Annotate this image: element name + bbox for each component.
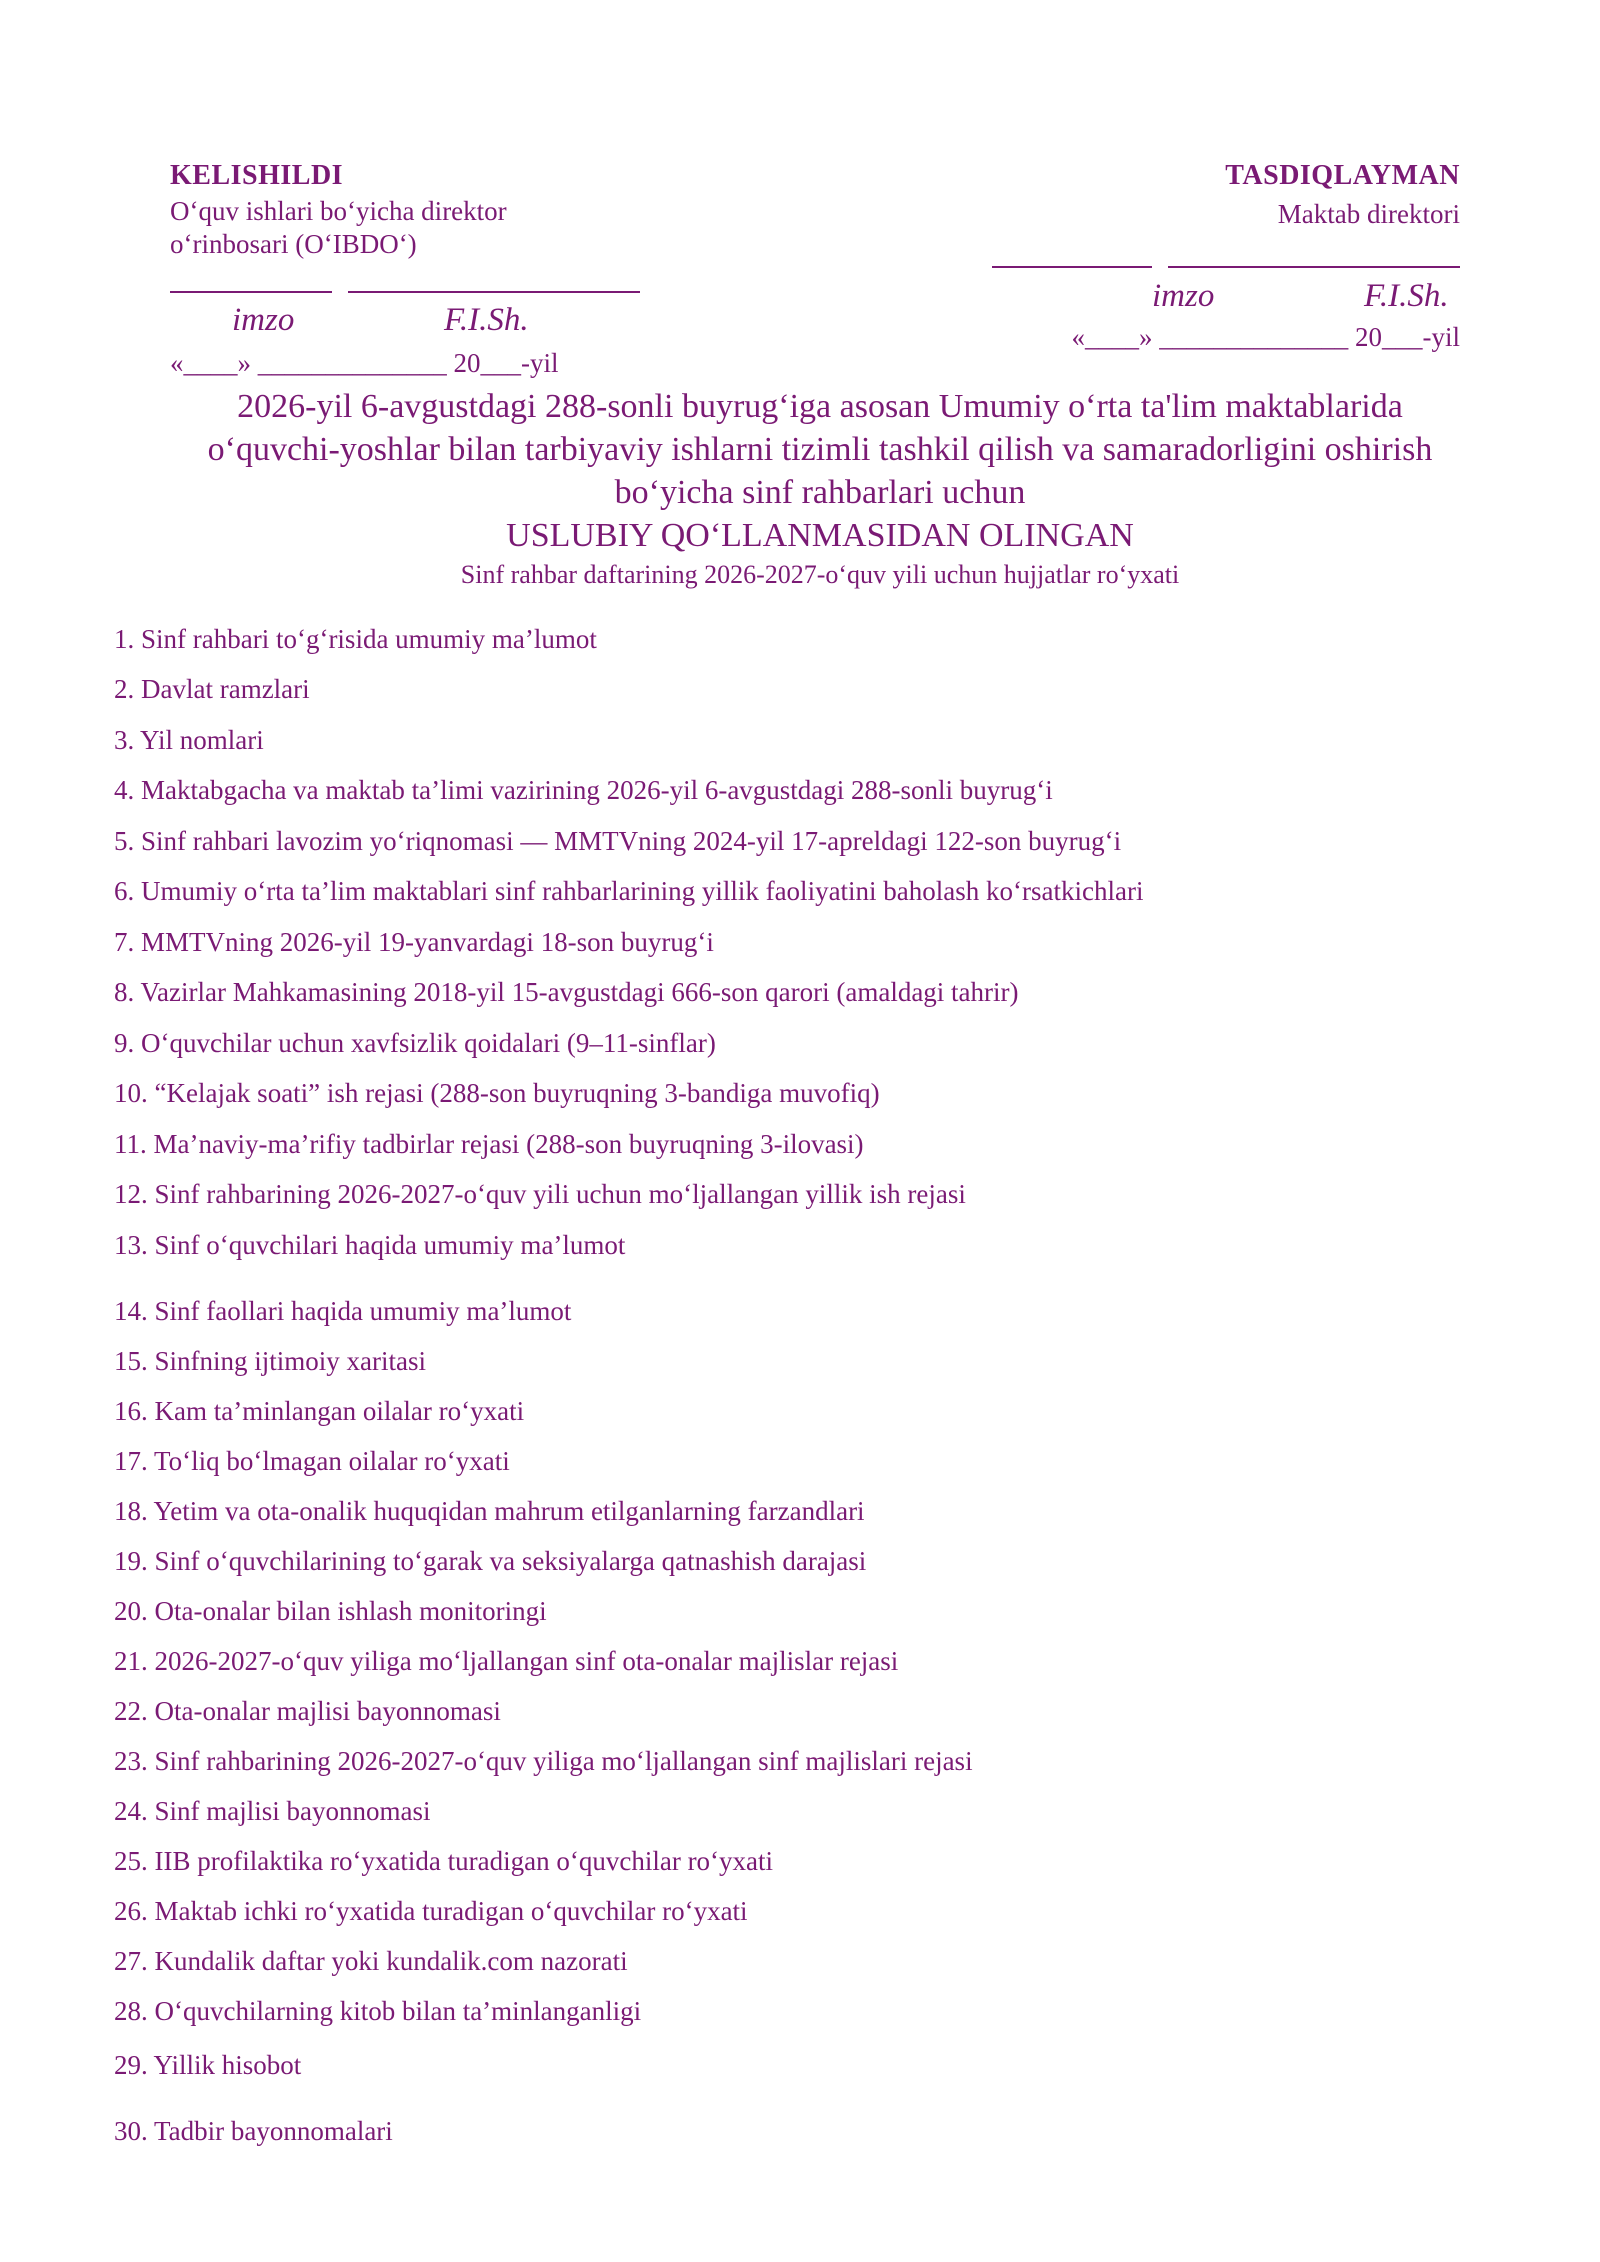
left-name-label: F.I.Sh.: [444, 302, 529, 338]
list-item: 3. Yil nomlari: [114, 725, 264, 755]
left-date-line: «____» ______________ 20___-yil: [170, 348, 559, 378]
list-item: 9. O‘quvchilar uchun xavfsizlik qoidalari (9–11-sinflar): [114, 1028, 716, 1058]
right-sign-label: imzo: [1152, 278, 1215, 314]
list-item: 17. To‘liq bo‘lmagan oilalar ro‘yxati: [114, 1446, 510, 1476]
list-item: 19. Sinf o‘quvchilarining to‘garak va seksiyalarga qatnashish darajasi: [114, 1546, 867, 1576]
list-item: 26. Maktab ichki ro‘yxatida turadigan o‘quvchilar ro‘yxati: [114, 1896, 748, 1926]
main-title: [100, 385, 1540, 557]
left-block-line2: o‘rinbosari (O‘IBDO‘): [170, 229, 417, 259]
list-item: 22. Ota-onalar majlisi bayonnomasi: [114, 1696, 501, 1726]
subtitle: Sinf rahbar daftarining 2026-2027-o‘quv yili uchun hujjatlar ro‘yxati: [460, 560, 1180, 589]
left-block-title: KELISHILDI: [170, 160, 344, 191]
main-title-line2: o‘quvchi-yoshlar bilan tarbiyaviy ishlarni tizimli tashkil qilish va samaradorligini oshirish: [207, 431, 1433, 468]
list-item: 11. Ma’naviy-ma’rifiy tadbirlar rejasi (288-son buyruqning 3-ilovasi): [114, 1129, 864, 1159]
right-block-line1: Maktab direktori: [1277, 199, 1460, 229]
list-item: 14. Sinf faollari haqida umumiy ma’lumot: [114, 1296, 572, 1326]
list-item: 27. Kundalik daftar yoki kundalik.com nazorati: [114, 1946, 628, 1976]
list-item: 15. Sinfning ijtimoiy xaritasi: [114, 1346, 426, 1376]
list-item: 25. IIB profilaktika ro‘yxatida turadigan o‘quvchilar ro‘yxati: [114, 1846, 774, 1876]
list-item: 16. Kam ta’minlangan oilalar ro‘yxati: [114, 1396, 525, 1426]
list-item: 8. Vazirlar Mahkamasining 2018-yil 15-avgustdagi 666-son qarori (amaldagi tahrir): [114, 977, 1019, 1007]
list-item: 18. Yetim va ota-onalik huquqidan mahrum etilganlarning farzandlari: [114, 1496, 865, 1526]
left-sign-line: [170, 291, 332, 293]
list-item: 7. MMTVning 2026-yil 19-yanvardagi 18-son buyrug‘i: [114, 927, 714, 957]
list-item: 28. O‘quvchilarning kitob bilan ta’minlanganligi: [114, 1996, 642, 2026]
list-item: 1. Sinf rahbari to‘g‘risida umumiy ma’lumot: [114, 624, 597, 654]
list-item: 29. Yillik hisobot: [114, 2050, 302, 2080]
right-name-label: F.I.Sh.: [1364, 278, 1449, 314]
list-item: 30. Tadbir bayonnomalari: [114, 2116, 393, 2146]
list-item: 4. Maktabgacha va maktab ta’limi vazirining 2026-yil 6-avgustdagi 288-sonli buyrug‘i: [114, 775, 1053, 805]
list-item: 5. Sinf rahbari lavozim yo‘riqnomasi — MMTVning 2024-yil 17-apreldagi 122-son buyrug‘i: [114, 826, 1122, 856]
main-title-line3: bo‘yicha sinf rahbarlari uchun: [614, 474, 1026, 511]
list-item: 6. Umumiy o‘rta ta’lim maktablari sinf rahbarlarining yillik faoliyatini baholash ko‘rsatkichlari: [114, 876, 1144, 906]
right-date-line: «____» ______________ 20___-yil: [1071, 322, 1460, 352]
right-sign-line: [992, 266, 1152, 268]
list-item: 24. Sinf majlisi bayonnomasi: [114, 1796, 431, 1826]
list-item: 2. Davlat ramzlari: [114, 674, 310, 704]
left-name-line: [348, 291, 640, 293]
left-block-line1: O‘quv ishlari bo‘yicha direktor: [170, 196, 507, 226]
right-name-line: [1168, 266, 1460, 268]
list-item: 13. Sinf o‘quvchilari haqida umumiy ma’lumot: [114, 1230, 626, 1260]
main-title-line1: 2026-yil 6-avgustdagi 288-sonli buyrug‘iga asosan Umumiy o‘rta ta'lim maktablarida: [237, 388, 1403, 425]
main-title-line4: USLUBIY QO‘LLANMASIDAN OLINGAN: [506, 517, 1134, 554]
right-block-title: TASDIQLAYMAN: [1225, 160, 1460, 191]
list-item: 12. Sinf rahbarining 2026-2027-o‘quv yili uchun mo‘ljallangan yillik ish rejasi: [114, 1179, 966, 1209]
list-item: 23. Sinf rahbarining 2026-2027-o‘quv yiliga mo‘ljallangan sinf majlislari rejasi: [114, 1746, 973, 1776]
list-item: 20. Ota-onalar bilan ishlash monitoringi: [114, 1596, 547, 1626]
list-item: 21. 2026-2027-o‘quv yiliga mo‘ljallangan sinf ota-onalar majlislar rejasi: [114, 1646, 899, 1676]
left-sign-label: imzo: [232, 302, 295, 338]
list-item: 10. “Kelajak soati” ish rejasi (288-son buyruqning 3-bandiga muvofiq): [114, 1078, 880, 1108]
